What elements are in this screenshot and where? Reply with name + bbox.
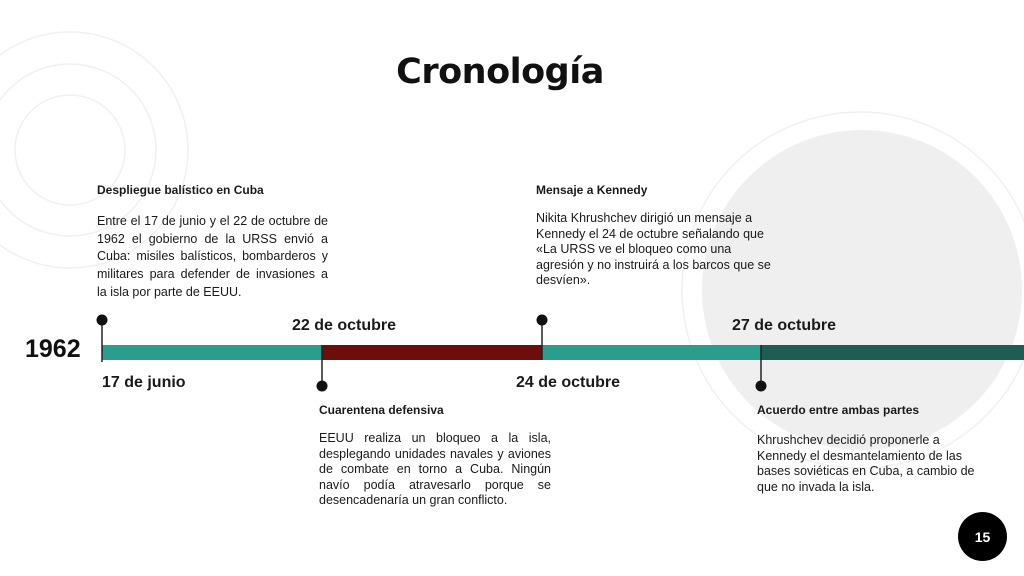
event-text-mensaje: Nikita Khrushchev dirigió un mensaje a Kennedy el 24 de octubre señalando que «La URSS ve el bloqueo como una agresión y no instruirá a los barcos que se desvíen».: [536, 211, 771, 287]
marker-dot-22-octubre: [317, 381, 328, 392]
slide-title: Cronología: [396, 52, 604, 92]
event-text-cuarentena: EEUU realiza un bloqueo a la isla, desplegando unidades navales y aviones de combate en torno a Cuba. Ningún navío podía atravesarlo porque se desencadenaría un gran conflicto.: [319, 431, 551, 507]
timeline-segment-1: [102, 345, 322, 360]
event-text-despliegue: Entre el 17 de junio y el 22 de octubre de 1962 el gobierno de la URSS envió a Cuba: misiles balísticos, bombarderos y militares para defender de invasiones a la isla por parte de EEUU.: [97, 214, 328, 299]
event-title-despliegue: Despliegue balístico en Cuba: [97, 183, 264, 197]
marker-dot-24-octubre: [537, 315, 548, 326]
event-title-cuarentena: Cuarentena defensiva: [319, 403, 444, 417]
date-label-17-junio: 17 de junio: [102, 374, 186, 391]
date-label-24-octubre: 24 de octubre: [516, 374, 621, 391]
date-label-27-octubre: 27 de octubre: [732, 317, 837, 334]
page-number-badge: 15: [958, 512, 1007, 561]
event-title-mensaje: Mensaje a Kennedy: [536, 183, 648, 197]
date-label-22-octubre: 22 de octubre: [292, 317, 397, 334]
timeline-segment-3: [542, 345, 761, 360]
marker-dot-17-junio: [97, 315, 108, 326]
event-text-acuerdo: Khrushchev decidió proponerle a Kennedy el desmantelamiento de las bases soviéticas en Cuba, a cambio de que no invada la isla.: [757, 433, 975, 494]
event-title-acuerdo: Acuerdo entre ambas partes: [757, 403, 920, 417]
marker-dot-27-octubre: [756, 381, 767, 392]
timeline-segment-2: [322, 345, 542, 360]
timeline-segment-4: [761, 345, 1024, 360]
timeline-year: 1962: [25, 335, 81, 363]
